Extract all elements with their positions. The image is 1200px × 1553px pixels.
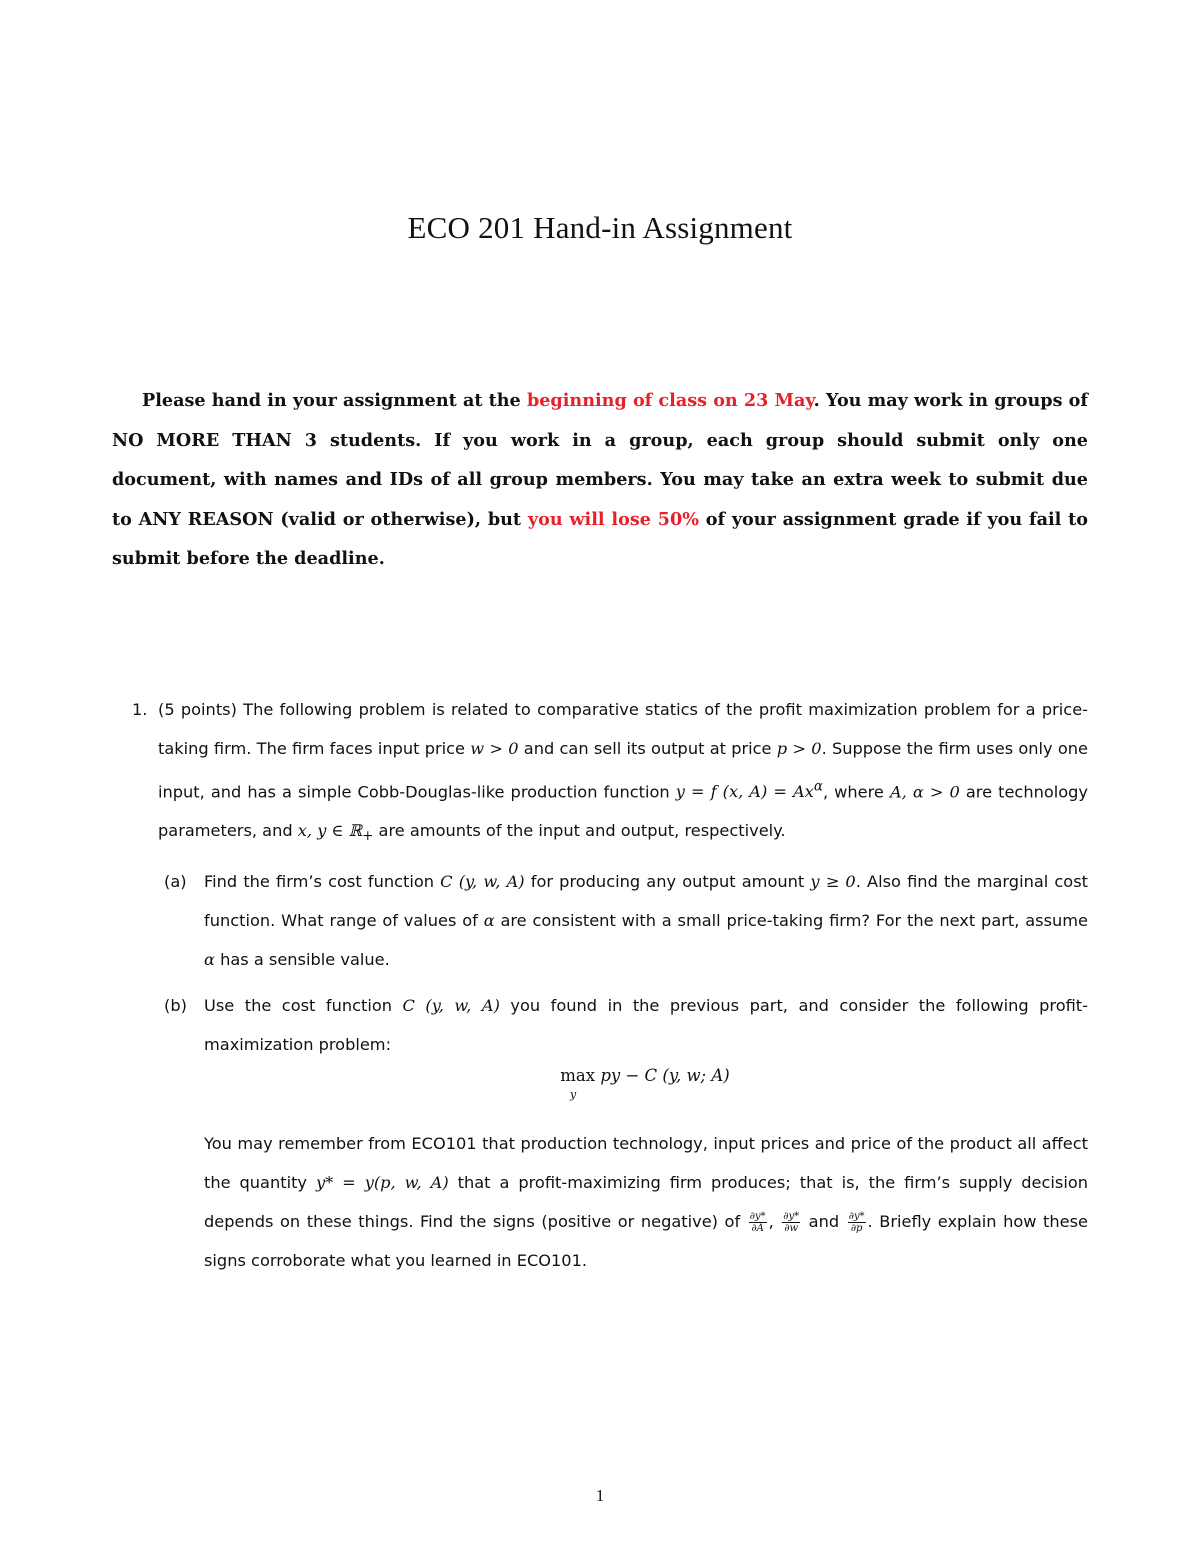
- part-text: you found in the previous part, and consider the following profit-maximization problem:: [204, 996, 1088, 1054]
- math-inline: w > 0: [470, 739, 519, 758]
- part-b-continued: [204, 1124, 1088, 1280]
- part-text: for producing any output amount: [524, 872, 811, 891]
- problem-text: are technology parameters, and: [158, 782, 1088, 841]
- math-inline: [297, 821, 374, 845]
- math-inline: C (y, w, A): [440, 872, 525, 891]
- math-inline: C (y, w, A): [402, 996, 500, 1015]
- separator: ,: [768, 1212, 781, 1231]
- objective-expression: py − C (y, w; A): [600, 1066, 730, 1085]
- part-text: Use the cost function: [204, 996, 403, 1015]
- derivative-fraction: [848, 1211, 866, 1234]
- fraction-numerator: ∂y*: [749, 1211, 766, 1222]
- separator: and: [802, 1212, 846, 1231]
- math-subscript: +: [362, 828, 374, 845]
- math-inline: y = f (x, A) = Ax: [675, 782, 814, 802]
- problem-text: (5 points) The following problem is related to comparative statics of the profit maximization problem for a price-taking firm. The firm faces input price: [158, 700, 1088, 758]
- problem-1: [112, 690, 1088, 857]
- part-a-label: (a): [164, 872, 187, 891]
- part-text: that a profit-maximizing firm produces; that is, the firm’s supply decision depends on these things. Find the signs (positive or negative) of: [204, 1173, 1089, 1231]
- part-text: You may remember from ECO101 that production technology, input prices and price of the product all affect the quantity: [204, 1134, 1088, 1192]
- penalty-highlight: you will lose 50%: [527, 508, 699, 530]
- part-text: . Also find the marginal cost function. What range of values of: [204, 872, 1088, 930]
- math-inline: y ≥ 0: [810, 872, 856, 891]
- fraction-denominator: ∂w: [784, 1223, 799, 1234]
- page-number: 1: [595, 1486, 605, 1505]
- max-operator: max: [560, 1066, 596, 1085]
- derivative-fraction: [782, 1211, 800, 1234]
- fraction-numerator: ∂y*: [848, 1211, 865, 1222]
- math-inline: x, y ∈ ℝ: [297, 821, 363, 841]
- deadline-highlight: beginning of class on 23 May: [526, 390, 814, 411]
- page-title: ECO 201 Hand-in Assignment: [407, 210, 793, 245]
- math-inline: α: [483, 911, 495, 930]
- derivative-fraction: [749, 1211, 767, 1234]
- fraction-denominator: ∂A: [751, 1223, 764, 1234]
- math-inline: α: [204, 950, 215, 969]
- part-text: Find the firm’s cost function: [204, 872, 441, 891]
- instructions-paragraph: [112, 381, 1088, 579]
- intro-text-3: of your assignment grade if you fail to submit before the deadline.: [112, 508, 1088, 569]
- fraction-denominator: ∂p: [850, 1223, 863, 1234]
- part-b: [164, 986, 1088, 1064]
- problem-number: 1.: [132, 700, 148, 719]
- part-a: [164, 862, 1088, 979]
- intro-text-2: . You may work in groups of NO MORE THAN 3 students. If you work in a group, each group should submit only one document, with names and IDs of all group members. You may take an extra week to submit due to ANY REASON (valid or otherwise), but: [112, 390, 1088, 530]
- math-inline: p > 0: [776, 739, 822, 758]
- math-superscript: α: [813, 779, 823, 795]
- problem-text: , where: [822, 782, 890, 802]
- problem-text: are amounts of the input and output, respectively.: [373, 821, 786, 841]
- fraction-numerator: ∂y*: [783, 1211, 800, 1222]
- part-text: has a sensible value.: [214, 950, 390, 969]
- intro-text-1: Please hand in your assignment at the: [142, 390, 527, 411]
- math-inline: A, α > 0: [889, 782, 960, 802]
- part-b-label: (b): [164, 996, 187, 1015]
- part-text: . Briefly explain how these signs corroborate what you learned in ECO101.: [204, 1212, 1088, 1270]
- problem-text: . Suppose the firm uses only one input, and has a simple Cobb-Douglas-like production function: [158, 739, 1089, 802]
- display-equation: [0, 1066, 1200, 1101]
- max-subscript: y: [570, 1088, 577, 1101]
- production-function: [675, 779, 823, 802]
- supply-function: y* = y(p, w, A): [315, 1173, 449, 1192]
- problem-text: and can sell its output at price: [518, 739, 777, 758]
- part-text: are consistent with a small price-taking firm? For the next part, assume: [494, 911, 1088, 930]
- problem-1-statement: [158, 690, 1088, 857]
